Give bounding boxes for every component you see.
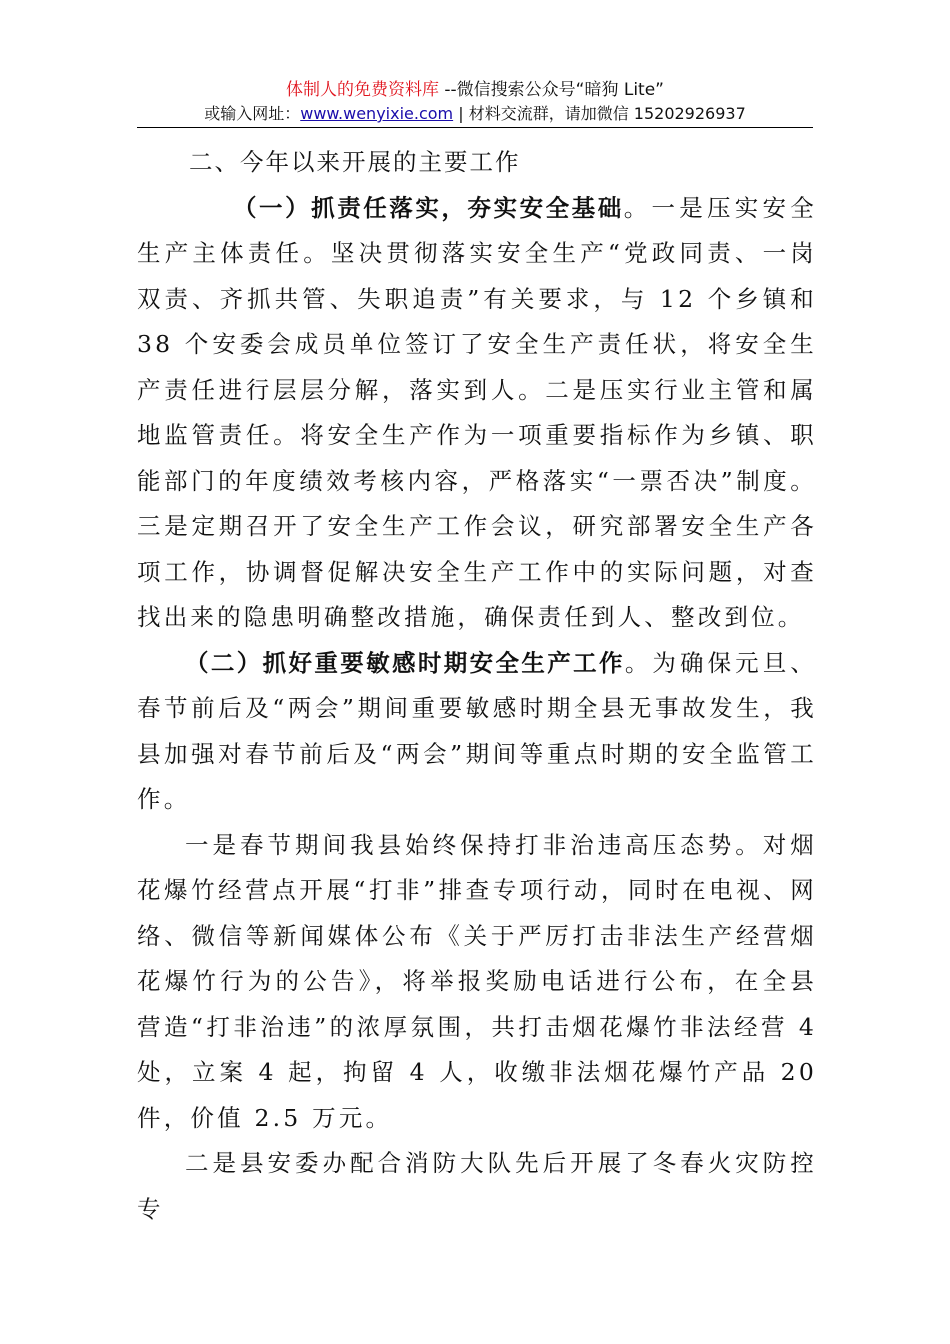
page-header (0, 78, 950, 126)
header-divider (137, 127, 813, 128)
header-line-1 (0, 78, 950, 102)
paragraph-4: 二是县安委办配合消防大队先后开展了冬春火灾防控专 (137, 1149, 817, 1223)
header-brand: 体制人的免费资料库 (285, 80, 439, 100)
header-contact: | 材料交流群，请加微信 15202926937 (453, 104, 746, 123)
paragraph-2 (137, 641, 817, 823)
paragraph-3: 一是春节期间我县始终保持打非治违高压态势。对烟花爆竹经营点开展“打非”排查专项行动，同时在电视、网络、微信等新闻媒体公布《关于严厉打击非法生产经营烟花爆竹行为的公告》，将举报奖励电话进行公布，在全县营造“打非治违”的浓厚氛围，共打击烟花爆竹非法经营 4 处，立案 4 起，拘留 4 人，收缴非法烟花爆竹产品 20 件，价值 2.5 万元。 (137, 830, 817, 1132)
paragraph-1 (137, 186, 817, 641)
header-url-prefix: 或输入网址： (204, 104, 301, 123)
section-heading: 二、今年以来开展的主要工作 (189, 148, 521, 176)
paragraph-2-title: （二）抓好重要敏感时期安全生产工作 (185, 648, 625, 677)
paragraph-1-body: 。一是压实安全生产主体责任。坚决贯彻落实安全生产“党政同责、一岗双责、齐抓共管、失职追责”有关要求，与 12 个乡镇和 38 个安委会成员单位签订了安全生产责任状，将安全生产责任进行层层分解，落实到人。二是压实行业主管和属地监管责任。将安全生产作为一项重要指标作为乡镇、职能部门的年度绩效考核内容，严格落实“一票否决”制度。三是定期召开了安全生产工作会议，研究部署安全生产各项工作，协调督促解决安全生产工作中的实际问题，对查找出来的隐患明确整改措施，确保责任到人、整改到位。 (137, 193, 817, 631)
paragraph-1-title: （一）抓责任落实，夯实安全基础 (233, 193, 624, 222)
header-subtitle: --微信搜索公众号“暗狗 Lite” (438, 80, 664, 100)
paragraph-2-body: 。为确保元旦、春节前后及“两会”期间重要敏感时期全县无事故发生，我县加强对春节前后及“两会”期间等重点时期的安全监管工作。 (137, 648, 818, 813)
document-body (137, 140, 817, 1232)
header-url-link[interactable]: www.wenyixie.com (300, 104, 454, 123)
header-line-2 (0, 102, 950, 126)
